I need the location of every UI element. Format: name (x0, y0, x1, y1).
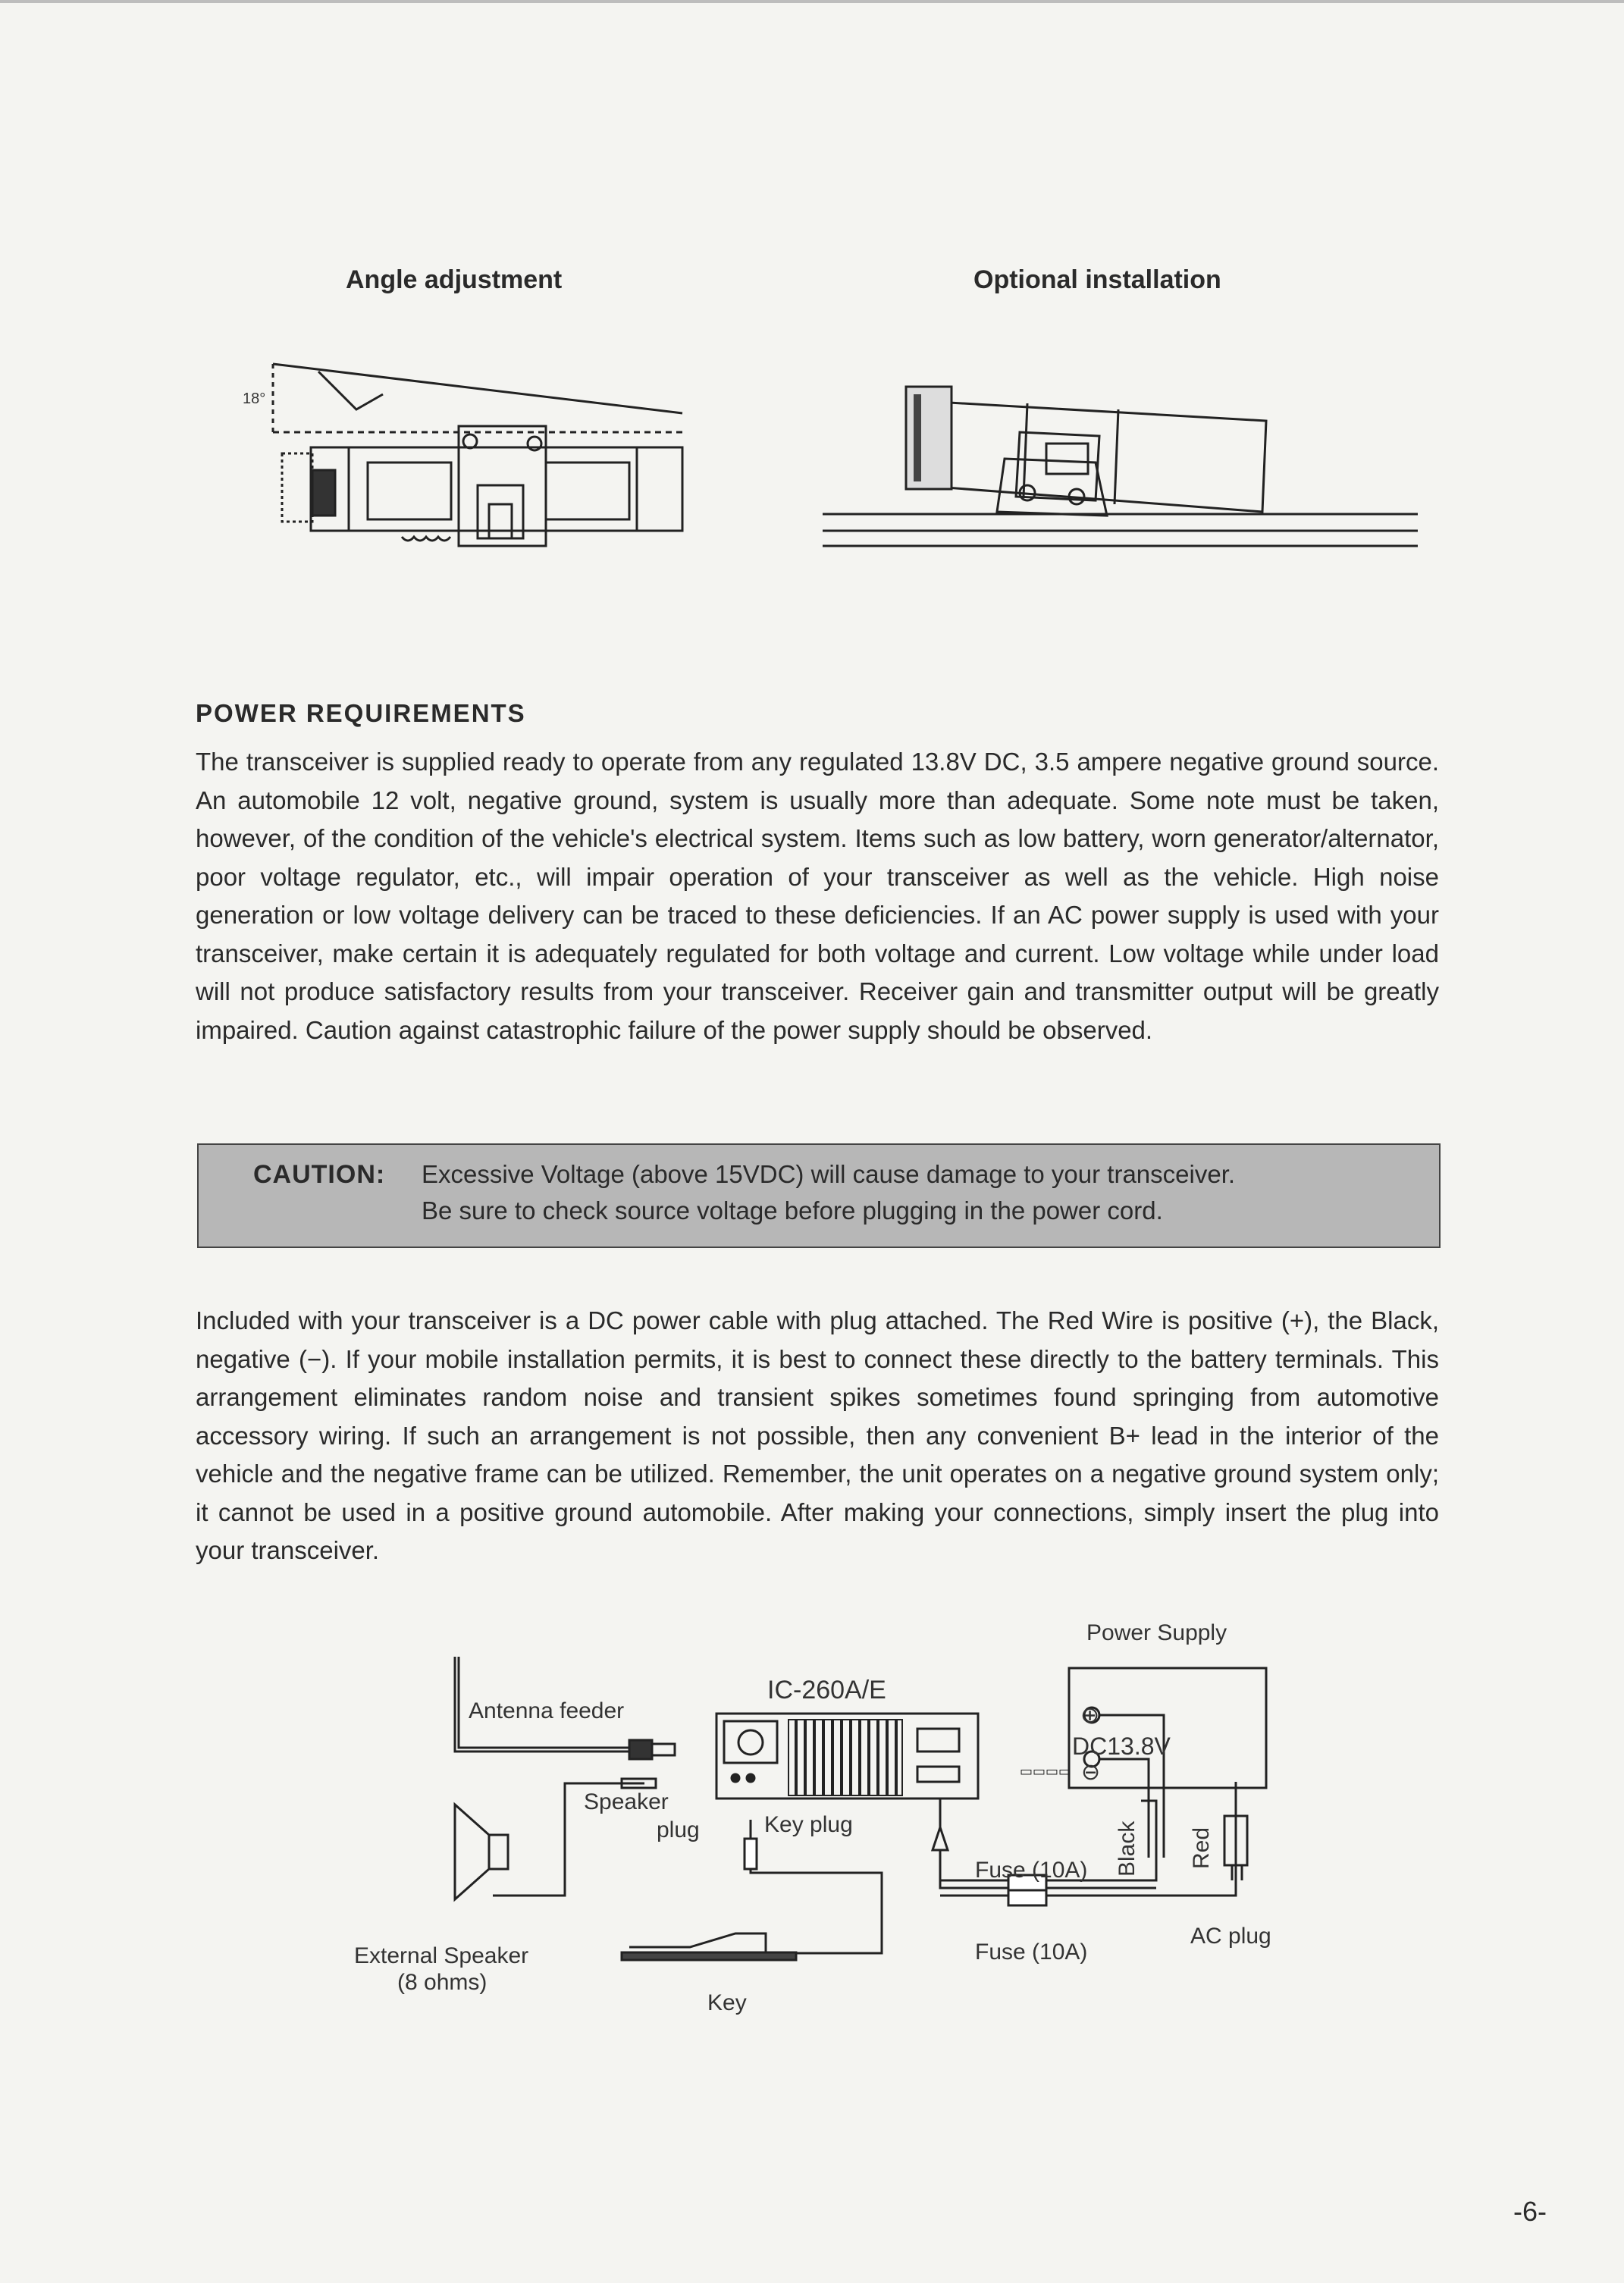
caution-box (197, 1143, 1441, 1248)
power-supply-label: Power Supply (1086, 1620, 1227, 1645)
caution-line-2: Be sure to check source voltage before plugging in the power cord. (422, 1196, 1163, 1225)
section-heading-power-requirements: POWER REQUIREMENTS (196, 699, 526, 727)
antenna-feeder-label: Antenna feeder (469, 1698, 625, 1723)
svg-text:▭▭▭▭: ▭▭▭▭ (1020, 1764, 1072, 1779)
power-requirements-paragraph: The transceiver is supplied ready to operate from any regulated 13.8V DC, 3.5 ampere negative ground source. An automobile 12 volt, negative ground, system is usually more than adequate. Some note must be taken, however, of the condition of the vehicle's electrical system. Items such as low battery, worn generator/alternator, poor voltage regulator, etc., will impair operation of your transceiver as well as the vehicle. High noise generation or low voltage delivery can be traced to these deficiencies. If an AC power supply is used with your transceiver, make certain it is adequately regulated for both voltage and current. Low voltage while under load will not produce satisfactory results from your transceiver. Receiver gain and transmitter output will be greatly impaired. Caution against catastrophic failure of the power supply should be observed. (196, 748, 1439, 1044)
ac-plug-label: AC plug (1190, 1924, 1271, 1949)
speaker-plug-label-2: plug (657, 1817, 700, 1842)
fuse-lower-label: Fuse (10A) (975, 1940, 1088, 1965)
angle-label: 18° (243, 390, 266, 407)
dc-output-label: DC13.8V (1072, 1733, 1171, 1760)
caution-label: CAUTION: (253, 1160, 386, 1189)
top-rule (0, 0, 1624, 3)
black-wire-label: Black (1115, 1820, 1140, 1877)
dc-minus-symbol: ⊖ (1081, 1760, 1101, 1785)
optional-installation-figure (815, 356, 1422, 561)
dc-plus-symbol: ⊕ (1080, 1703, 1100, 1728)
fuse-upper-label: Fuse (10A) (975, 1858, 1088, 1883)
power-cable-paragraph: Included with your transceiver is a DC power cable with plug attached. The Red Wire is positive (+), the Black, negative (−). If your mobile installation permits, it is best to connect these directly to the battery terminals. This arrangement eliminates random noise and transient spikes sometimes found springing from automotive accessory wiring. If such an arrangement is not possible, then any convenient B+ lead in the interior of the vehicle and the negative frame can be utilized. Remember, the unit operates on a negative ground system only; it cannot be used in a positive ground automobile. After making your connections, simply insert the plug into your transceiver. (196, 1306, 1439, 1564)
angle-adjustment-title: Angle adjustment (346, 265, 563, 294)
radio-model-label: IC-260A/E (767, 1676, 886, 1704)
external-speaker-label-1: External Speaker (354, 1943, 529, 1968)
angle-adjustment-figure (227, 341, 713, 561)
page-number: -6- (1513, 2196, 1547, 2227)
key-label: Key (707, 1990, 747, 2015)
speaker-plug-label-1: Speaker (584, 1789, 669, 1814)
external-speaker-label-2: (8 ohms) (397, 1970, 488, 1995)
optional-installation-title: Optional installation (973, 265, 1221, 294)
red-wire-label: Red (1189, 1827, 1214, 1869)
key-plug-label: Key plug (764, 1812, 853, 1837)
caution-line-1: Excessive Voltage (above 15VDC) will cause damage to your transceiver. (422, 1160, 1236, 1188)
